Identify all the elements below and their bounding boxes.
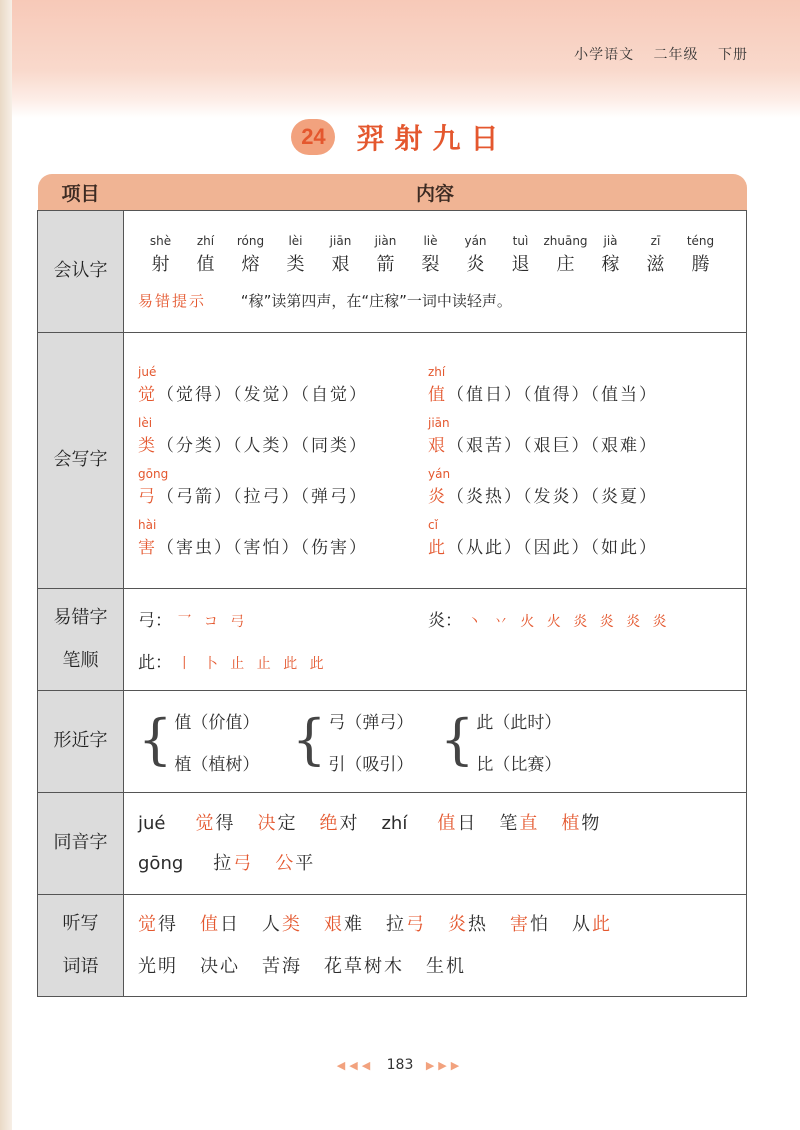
- write-item: [428, 415, 728, 456]
- homophone-word: [213, 853, 253, 874]
- dictation-word: [386, 914, 426, 935]
- arrows-right-icon: ▶▶▶: [425, 1059, 464, 1072]
- book-info: [560, 44, 748, 64]
- subject-label: 小学语文: [574, 47, 635, 63]
- similar-group: [440, 700, 561, 784]
- page-number-bar: [0, 1057, 800, 1073]
- similar-pair: [174, 700, 259, 784]
- row-label-strokes-2: 笔顺: [62, 649, 99, 671]
- char-pinyin: zhí: [196, 234, 215, 248]
- write-pinyin: cǐ: [428, 517, 438, 532]
- homophone-pinyin: gōng: [138, 852, 184, 874]
- write-words: （值日）（值得）（值当）: [447, 384, 658, 405]
- lesson-title: 羿射九日: [356, 122, 509, 155]
- write-item: [428, 466, 728, 507]
- write-line: [428, 482, 728, 507]
- write-words: （炎热）（发炎）（炎夏）: [447, 486, 658, 507]
- row-label-strokes: [38, 589, 124, 691]
- char-pinyin: jià: [603, 234, 618, 248]
- word-part: 弓: [233, 852, 254, 874]
- recognize-char: [498, 232, 543, 276]
- word-part: 热: [468, 913, 488, 935]
- write-item: [138, 517, 428, 558]
- dictation-line-2: [138, 946, 746, 988]
- recognize-char-row: [138, 232, 746, 276]
- lesson-summary-table: [37, 174, 747, 997]
- word-part: 拉: [386, 913, 406, 935]
- brace-icon: {: [292, 707, 327, 771]
- row-label-dictation-1: 听写: [62, 913, 99, 935]
- write-words: （弓箭）（拉弓）（弹弓）: [157, 486, 368, 507]
- word-part: 类: [282, 913, 302, 935]
- word-part: 物: [581, 812, 602, 834]
- grade-label: 二年级: [653, 47, 699, 63]
- homophone-pinyin: jué: [138, 812, 166, 834]
- word-part: 公: [275, 852, 296, 874]
- write-words: （从此）（因此）（如此）: [447, 537, 658, 558]
- similar-word: 引（吸引）: [328, 755, 414, 775]
- row-dictation: [38, 895, 747, 997]
- write-words: （害虫）（害怕）（伤害）: [157, 537, 368, 558]
- char-pinyin: yán: [464, 234, 487, 248]
- stroke-row-1: [138, 598, 746, 640]
- write-line: [138, 482, 428, 507]
- row-label-homophone: 同音字: [38, 793, 124, 895]
- similar-pair: [476, 700, 561, 784]
- char-pinyin: téng: [686, 234, 715, 248]
- word-part: 觉: [138, 913, 158, 935]
- write-pinyin: zhí: [428, 364, 446, 379]
- row-similar: [38, 691, 747, 793]
- char-hanzi: 滋: [646, 254, 665, 275]
- write-line: [138, 431, 428, 456]
- word-part: 决: [257, 812, 278, 834]
- word-part: 直: [519, 812, 540, 834]
- arrows-left-icon: ◀◀◀: [336, 1059, 375, 1072]
- write-char: 值: [428, 384, 447, 405]
- dictation-word: [510, 914, 550, 935]
- stroke-item: [138, 648, 328, 673]
- stroke-item: [138, 606, 428, 631]
- dictation-line-1: [138, 904, 746, 946]
- row-label-strokes-1: 易错字: [53, 607, 108, 629]
- write-pinyin: jué: [138, 364, 157, 379]
- dictation-word: [448, 914, 488, 935]
- write-item: [138, 466, 428, 507]
- row-label-dictation: [38, 895, 124, 997]
- recognize-char: [408, 232, 453, 276]
- recognize-char: [543, 232, 588, 276]
- lesson-title-block: [0, 117, 800, 157]
- homophone-cell: [124, 793, 747, 895]
- write-char: 害: [138, 537, 157, 558]
- homophone-word: [275, 853, 315, 874]
- char-hanzi: 退: [511, 254, 530, 275]
- char-pinyin: liè: [423, 234, 438, 248]
- char-hanzi: 熔: [241, 254, 260, 275]
- write-pinyin: lèi: [138, 415, 153, 430]
- char-hanzi: 艰: [331, 254, 350, 275]
- write-item: [428, 364, 728, 405]
- homophone-word: [499, 813, 539, 834]
- row-homophone: [38, 793, 747, 895]
- homophone-word: [195, 813, 235, 834]
- write-item: [428, 517, 728, 558]
- write-line: [138, 533, 428, 558]
- homophone-word: [561, 813, 601, 834]
- word-part: 得: [215, 812, 236, 834]
- dictation-word: 生机: [426, 955, 466, 977]
- char-pinyin: zhuāng: [543, 234, 588, 248]
- recognize-char: [318, 232, 363, 276]
- similar-word: 值（价值）: [174, 713, 260, 733]
- dictation-word: [262, 914, 302, 935]
- word-part: 植: [561, 812, 582, 834]
- recognize-char: [588, 232, 633, 276]
- word-part: 从: [572, 913, 592, 935]
- write-char: 觉: [138, 384, 157, 405]
- dictation-word: 苦海: [262, 955, 302, 977]
- row-label-write: 会写字: [38, 333, 124, 589]
- header-content: 内容: [124, 174, 747, 211]
- word-part: 值: [437, 812, 458, 834]
- write-line: [138, 380, 428, 405]
- write-cell: [124, 333, 747, 589]
- word-part: 对: [339, 812, 360, 834]
- char-pinyin: jiàn: [374, 234, 397, 248]
- word-part: 难: [344, 913, 364, 935]
- stroke-char: 弓：: [138, 611, 172, 631]
- stroke-char: 此：: [138, 653, 172, 673]
- char-pinyin: róng: [236, 234, 265, 248]
- word-part: 弓: [406, 913, 426, 935]
- homophone-line-1: [138, 804, 746, 844]
- write-char: 弓: [138, 486, 157, 507]
- dictation-word: 决心: [200, 955, 240, 977]
- similar-group: [138, 700, 262, 784]
- recognize-char: [183, 232, 228, 276]
- write-item: [138, 415, 428, 456]
- char-pinyin: lèi: [288, 234, 303, 248]
- char-hanzi: 炎: [466, 254, 485, 275]
- write-pinyin: jiān: [428, 415, 450, 430]
- word-part: 日: [220, 913, 240, 935]
- dictation-word: [138, 914, 178, 935]
- write-item: [138, 364, 428, 405]
- row-recognize: [38, 211, 747, 333]
- recognize-char: [228, 232, 273, 276]
- dictation-word: 光明: [138, 955, 178, 977]
- lesson-number-badge: 24: [291, 119, 335, 155]
- word-part: 值: [200, 913, 220, 935]
- word-part: 平: [295, 852, 316, 874]
- dictation-word: [572, 914, 612, 935]
- page-binding-edge: [0, 0, 12, 1130]
- char-pinyin: shè: [149, 234, 172, 248]
- similar-group: [292, 700, 414, 784]
- stroke-sequence: 乛 コ 弓: [177, 614, 249, 630]
- char-hanzi: 裂: [421, 254, 440, 275]
- dictation-word: 花草树木: [324, 955, 404, 977]
- word-part: 觉: [195, 812, 216, 834]
- write-words: （分类）（人类）（同类）: [157, 435, 368, 456]
- stroke-item: [428, 606, 671, 631]
- word-part: 拉: [213, 852, 234, 874]
- word-part: 日: [457, 812, 478, 834]
- word-part: 定: [277, 812, 298, 834]
- homophone-line-2: [138, 844, 746, 884]
- row-strokes: [38, 589, 747, 691]
- homophone-word: [319, 813, 359, 834]
- char-hanzi: 类: [286, 254, 305, 275]
- recognize-char: [273, 232, 318, 276]
- write-line: [428, 431, 728, 456]
- row-label-dictation-2: 词语: [62, 955, 99, 977]
- dictation-word: [200, 914, 240, 935]
- similar-cell: [124, 691, 747, 793]
- similar-pair: [328, 700, 414, 784]
- write-char: 此: [428, 537, 447, 558]
- similar-word: 比（比赛）: [476, 755, 562, 775]
- stroke-sequence: 丨 卜 止 止 此 此: [177, 656, 328, 672]
- row-write: [38, 333, 747, 589]
- stroke-row-2: [138, 640, 746, 682]
- char-pinyin: tuì: [512, 234, 529, 248]
- header-item: 项目: [38, 174, 124, 211]
- char-hanzi: 值: [196, 254, 215, 275]
- char-pinyin: zī: [650, 234, 661, 248]
- write-char: 类: [138, 435, 157, 456]
- homophone-pinyin: zhí: [381, 812, 408, 834]
- recognize-char: [678, 232, 723, 276]
- row-label-recognize: 会认字: [38, 211, 124, 333]
- similar-word: 植（植树）: [174, 755, 260, 775]
- tip-text: “稼”读第四声，在“庄稼”一词中读轻声。: [240, 292, 512, 310]
- write-grid: [138, 364, 746, 558]
- write-char: 炎: [428, 486, 447, 507]
- recognize-char: [138, 232, 183, 276]
- char-hanzi: 箭: [376, 254, 395, 275]
- char-hanzi: 稼: [601, 254, 620, 275]
- write-pinyin: hài: [138, 517, 157, 532]
- stroke-sequence: 丶 丷 火 火 炎 炎 炎 炎: [467, 614, 671, 630]
- recognize-cell: [124, 211, 747, 333]
- similar-word: 弓（弹弓）: [328, 713, 414, 733]
- similar-groups: [138, 700, 746, 784]
- brace-icon: {: [138, 707, 173, 771]
- error-tip: [138, 290, 746, 311]
- word-part: 笔: [499, 812, 520, 834]
- char-hanzi: 射: [151, 254, 170, 275]
- recognize-char: [633, 232, 678, 276]
- strokes-cell: [124, 589, 747, 691]
- write-line: [428, 533, 728, 558]
- char-pinyin: jiān: [329, 234, 352, 248]
- brace-icon: {: [440, 707, 475, 771]
- write-words: （艰苦）（艰巨）（艰难）: [447, 435, 658, 456]
- word-part: 人: [262, 913, 282, 935]
- page-number: 183: [386, 1057, 414, 1073]
- word-part: 炎: [448, 913, 468, 935]
- write-pinyin: yán: [428, 466, 451, 481]
- write-line: [428, 380, 728, 405]
- volume-label: 下册: [718, 47, 748, 63]
- char-hanzi: 庄: [556, 254, 575, 275]
- dictation-word: [324, 914, 364, 935]
- recognize-char: [363, 232, 408, 276]
- word-part: 害: [510, 913, 530, 935]
- write-pinyin: gōng: [138, 466, 169, 481]
- similar-word: 此（此时）: [476, 713, 562, 733]
- word-part: 怕: [530, 913, 550, 935]
- char-hanzi: 腾: [691, 254, 710, 275]
- stroke-char: 炎：: [428, 611, 462, 631]
- word-part: 艰: [324, 913, 344, 935]
- homophone-word: [437, 813, 477, 834]
- write-words: （觉得）（发觉）（自觉）: [157, 384, 368, 405]
- word-part: 得: [158, 913, 178, 935]
- row-label-similar: 形近字: [38, 691, 124, 793]
- word-part: 此: [592, 913, 612, 935]
- word-part: 绝: [319, 812, 340, 834]
- recognize-char: [453, 232, 498, 276]
- write-char: 艰: [428, 435, 447, 456]
- tip-label: 易错提示: [138, 292, 207, 310]
- homophone-word: [257, 813, 297, 834]
- dictation-cell: [124, 895, 747, 997]
